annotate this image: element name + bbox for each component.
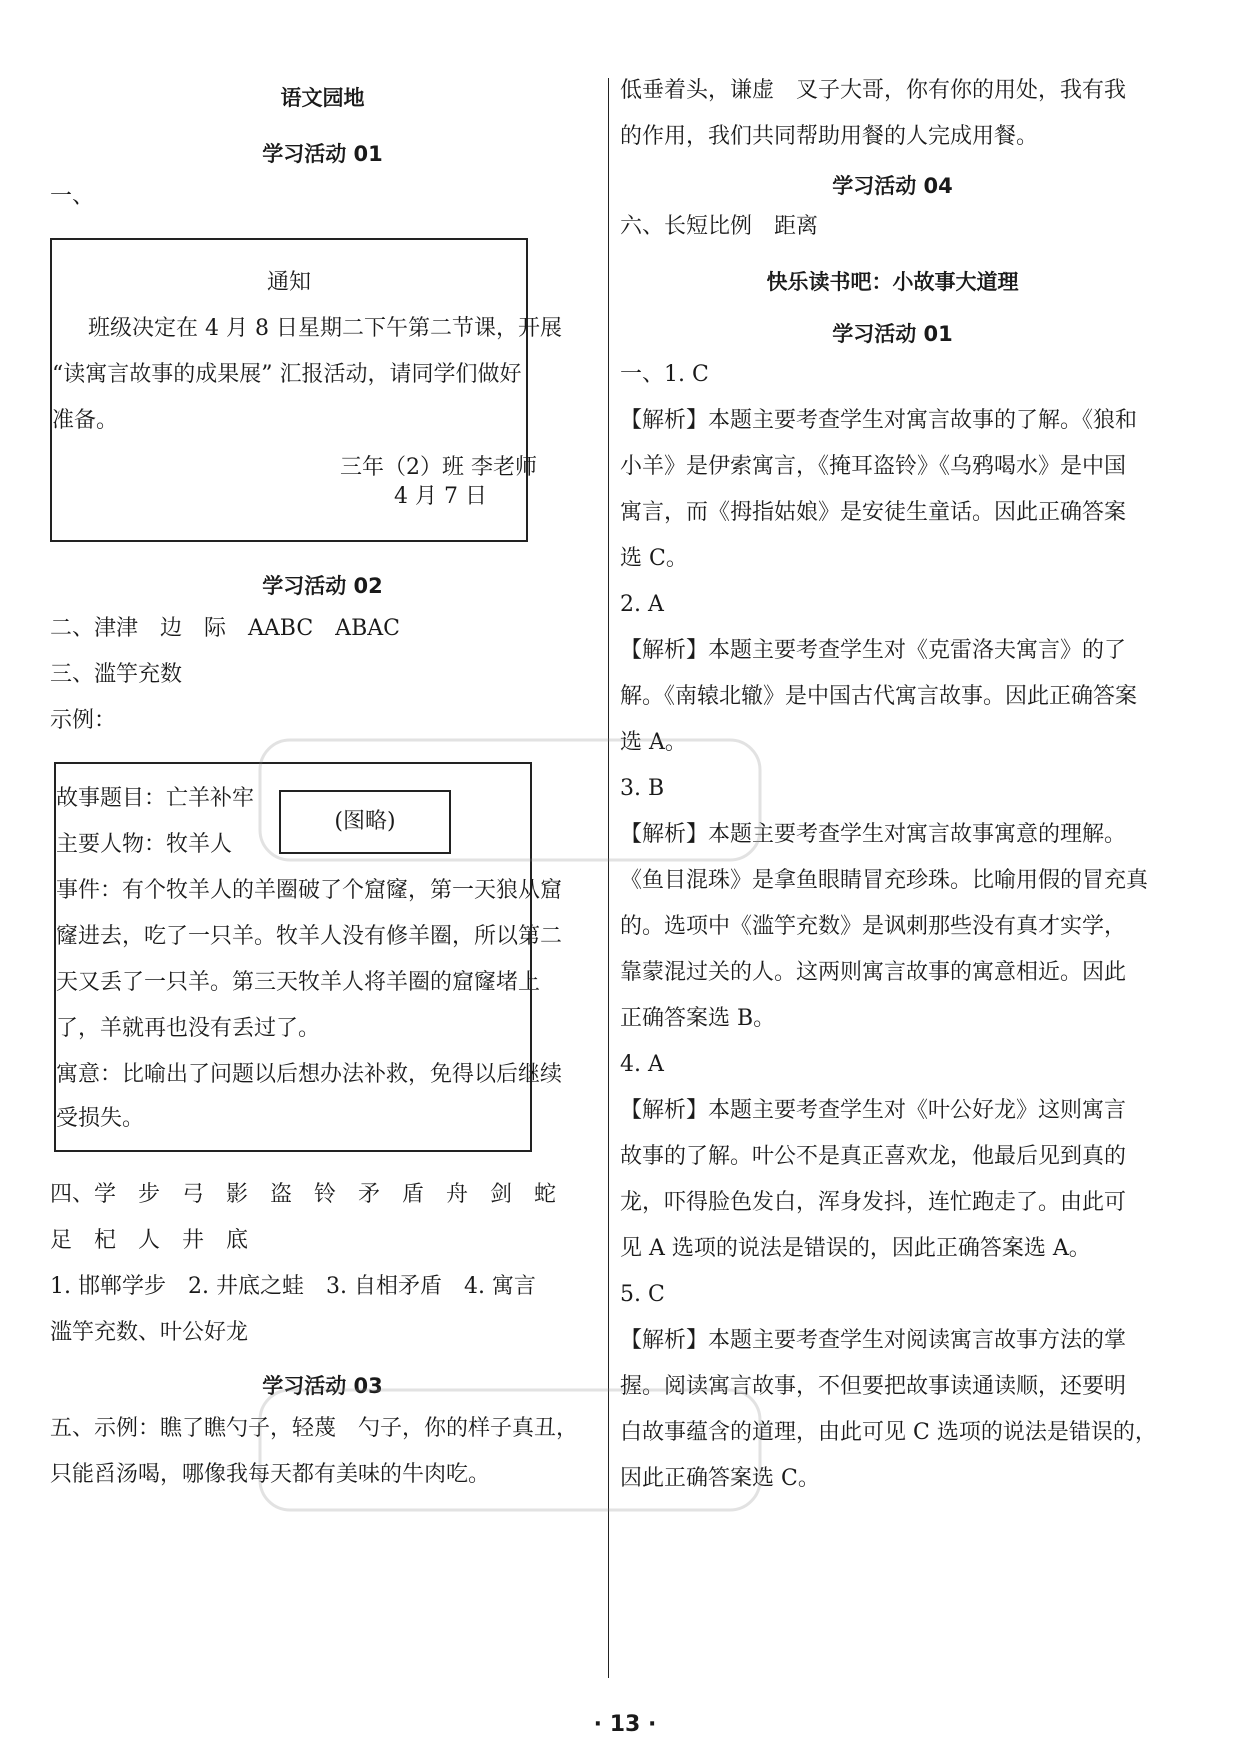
section-title: 语文园地 xyxy=(280,86,365,110)
watermark-mark xyxy=(250,1370,770,1530)
activity-heading: 学习活动 02 xyxy=(262,574,383,598)
explanation-line: 《鱼目混珠》是拿鱼眼睛冒充珍珠。比喻用假的冒充真 xyxy=(620,868,1149,893)
example-label: 示例： xyxy=(50,708,117,733)
explanation-line: 【解析】本题主要考查学生对寓言故事的了解。《狼和 xyxy=(620,408,1138,433)
figure-placeholder: (图略) xyxy=(279,790,451,854)
answer-2: 2. A xyxy=(620,592,664,617)
answer-line: 低垂着头，谦虚 叉子大哥，你有你的用处，我有我 xyxy=(620,78,1127,103)
activity-heading: 学习活动 01 xyxy=(832,322,953,346)
notice-body-line: “读寓言故事的成果展” 汇报活动，请同学们做好 xyxy=(52,362,522,387)
notice-body-line: 准备。 xyxy=(52,408,119,433)
answer-3: 3. B xyxy=(620,776,665,801)
explanation-line: 见 A 选项的说法是错误的，因此正确答案选 A。 xyxy=(620,1236,1091,1261)
question-4: 足 杞 人 井 底 xyxy=(50,1228,249,1253)
explanation-line: 【解析】本题主要考查学生对《克雷洛夫寓言》的了 xyxy=(620,638,1127,663)
story-event-line: 事件：有个牧羊人的羊圈破了个窟窿，第一天狼从窟 xyxy=(56,878,563,903)
notice-title: 通知 xyxy=(266,270,311,295)
story-moral-line: 受损失。 xyxy=(56,1106,145,1131)
story-character: 主要人物：牧羊人 xyxy=(56,832,233,857)
question-4-answers: 滥竽充数、叶公好龙 xyxy=(50,1320,249,1345)
activity-heading: 学习活动 04 xyxy=(832,174,953,198)
explanation-line: 靠蒙混过关的人。这两则寓言故事的寓意相近。因此 xyxy=(620,960,1127,985)
explanation-line: 解。《南辕北辙》是中国古代寓言故事。因此正确答案 xyxy=(620,684,1138,709)
explanation-line: 选 A。 xyxy=(620,730,687,755)
question-5: 只能舀汤喝，哪像我每天都有美味的牛肉吃。 xyxy=(50,1462,491,1487)
question-1: 一、 xyxy=(50,184,95,209)
question-4-answers: 1. 邯郸学步 2. 井底之蛙 3. 自相矛盾 4. 寓言 xyxy=(50,1274,536,1299)
notice-date: 4 月 7 日 xyxy=(394,484,487,509)
notice-body-line: 班级决定在 4 月 8 日星期二下午第二节课，开展 xyxy=(88,316,562,341)
story-event-line: 窿进去，吃了一只羊。牧羊人没有修羊圈，所以第二 xyxy=(56,924,563,949)
explanation-line: 故事的了解。叶公不是真正喜欢龙，他最后见到真的 xyxy=(620,1144,1127,1169)
explanation-line: 【解析】本题主要考查学生对寓言故事寓意的理解。 xyxy=(620,822,1127,847)
explanation-line: 龙，吓得脸色发白，浑身发抖，连忙跑走了。由此可 xyxy=(620,1190,1127,1215)
answer-1: 一、1. C xyxy=(620,362,709,387)
question-3: 三、滥竽充数 xyxy=(50,662,183,687)
question-2: 二、津津 边 际 AABC ABAC xyxy=(50,616,400,641)
notice-signature: 三年（2）班 李老师 xyxy=(340,455,537,480)
explanation-line: 握。阅读寓言故事，不但要把故事读通读顺，还要明 xyxy=(620,1374,1127,1399)
page-number: · 13 · xyxy=(593,1712,657,1737)
watermark-mark xyxy=(250,720,770,880)
explanation-line: 小羊》是伊索寓言，《掩耳盗铃》《乌鸦喝水》是中国 xyxy=(620,454,1127,479)
story-moral-line: 寓意：比喻出了问题以后想办法补救，免得以后继续 xyxy=(56,1062,563,1087)
question-4: 四、学 步 弓 影 盗 铃 矛 盾 舟 剑 蛇 xyxy=(50,1182,557,1207)
story-event-line: 了，羊就再也没有丢过了。 xyxy=(56,1016,321,1041)
answer-5: 5. C xyxy=(620,1282,665,1307)
explanation-line: 因此正确答案选 C。 xyxy=(620,1466,820,1491)
explanation-line: 【解析】本题主要考查学生对阅读寓言故事方法的掌 xyxy=(620,1328,1127,1353)
explanation-line: 白故事蕴含的道理，由此可见 C 选项的说法是错误的， xyxy=(620,1420,1157,1445)
explanation-line: 正确答案选 B。 xyxy=(620,1006,776,1031)
story-title: 故事题目：亡羊补牢 xyxy=(56,786,255,811)
question-5: 五、示例：瞧了瞧勺子，轻蔑 勺子，你的样子真丑， xyxy=(50,1416,579,1441)
explanation-line: 寓言，而《拇指姑娘》是安徒生童话。因此正确答案 xyxy=(620,500,1127,525)
section-title: 快乐读书吧：小故事大道理 xyxy=(766,270,1019,294)
answer-line: 的作用，我们共同帮助用餐的人完成用餐。 xyxy=(620,124,1039,149)
question-6: 六、长短比例 距离 xyxy=(620,214,819,239)
activity-heading: 学习活动 01 xyxy=(262,142,383,166)
explanation-line: 选 C。 xyxy=(620,546,688,571)
explanation-line: 的。选项中《滥竽充数》是讽刺那些没有真才实学， xyxy=(620,914,1127,939)
activity-heading: 学习活动 03 xyxy=(262,1374,383,1398)
explanation-line: 【解析】本题主要考查学生对《叶公好龙》这则寓言 xyxy=(620,1098,1127,1123)
answer-4: 4. A xyxy=(620,1052,664,1077)
story-event-line: 天又丢了一只羊。第三天牧羊人将羊圈的窟窿堵上 xyxy=(56,970,541,995)
